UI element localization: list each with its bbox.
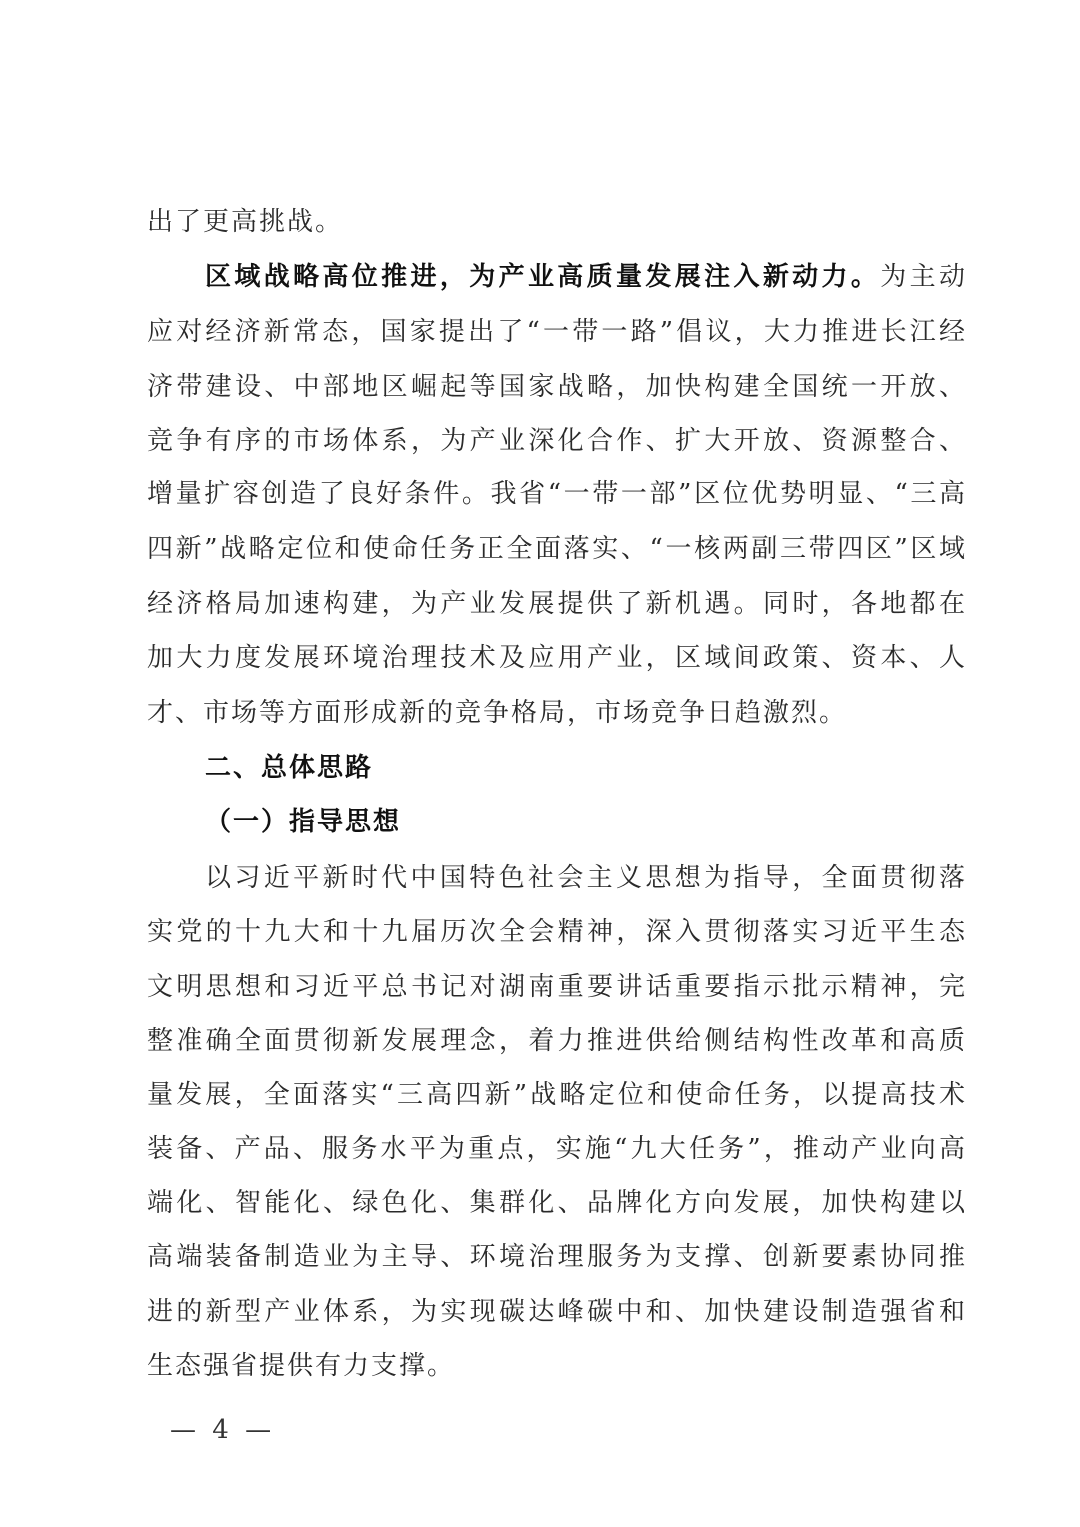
line-text: 出了更高挑战。 <box>147 207 344 237</box>
line-text: 以习近平新时代中国特色社会主义思想为指导，全面贯彻落 <box>205 863 965 893</box>
text-line <box>147 631 965 685</box>
line-text: 济带建设、中部地区崛起等国家战略，加快构建全国统一开放、 <box>147 372 965 402</box>
text-line <box>147 1014 965 1068</box>
line-text: 整准确全面贯彻新发展理念，着力推进供给侧结构性改革和高质 <box>147 1026 965 1056</box>
line-text: 才、市场等方面形成新的竞争格局，市场竞争日趋激烈。 <box>147 698 848 728</box>
text-line <box>205 250 965 304</box>
text-line <box>147 1285 965 1339</box>
text-line <box>147 1339 965 1393</box>
text-line <box>147 522 965 576</box>
text-line <box>147 686 965 740</box>
line-text: 经济格局加速构建，为产业发展提供了新机遇。同时，各地都在 <box>147 589 965 619</box>
bold-lead: （一）指导思想 <box>205 807 402 837</box>
subsection-heading <box>205 795 965 849</box>
bold-lead: 二、总体思路 <box>205 753 374 783</box>
line-text: 进的新型产业体系，为实现碳达峰碳中和、加快建设制造强省和 <box>147 1297 965 1327</box>
text-line <box>147 467 965 521</box>
section-heading <box>205 741 965 795</box>
text-line <box>147 1230 965 1284</box>
text-line <box>147 905 965 959</box>
line-text: 四新”战略定位和使命任务正全面落实、“一核两副三带四区”区域 <box>147 534 965 564</box>
line-text: 端化、智能化、绿色化、集群化、品牌化方向发展，加快构建以 <box>147 1188 965 1218</box>
line-text: 高端装备制造业为主导、环境治理服务为支撑、创新要素协同推 <box>147 1242 965 1272</box>
line-text: 量发展，全面落实“三高四新”战略定位和使命任务，以提高技术 <box>147 1080 965 1110</box>
line-text: 增量扩容创造了良好条件。我省“一带一部”区位优势明显、“三高 <box>147 479 965 509</box>
text-line <box>147 414 965 468</box>
line-text: 为主动 <box>880 262 965 292</box>
text-line <box>147 577 965 631</box>
text-line <box>147 1068 965 1122</box>
text-line <box>147 305 965 359</box>
line-text: 应对经济新常态，国家提出了“一带一路”倡议，大力推进长江经 <box>147 317 965 347</box>
text-line <box>205 851 965 905</box>
text-line <box>147 360 965 414</box>
line-text: 加大力度发展环境治理技术及应用产业，区域间政策、资本、人 <box>147 643 965 673</box>
text-line <box>147 1122 965 1176</box>
line-text: 装备、产品、服务水平为重点，实施“九大任务”，推动产业向高 <box>147 1134 965 1164</box>
line-text: 竞争有序的市场体系，为产业深化合作、扩大开放、资源整合、 <box>147 426 965 456</box>
line-text: 实党的十九大和十九届历次全会精神，深入贯彻落实习近平生态 <box>147 917 965 947</box>
page-number: — 4 — <box>170 1415 276 1445</box>
bold-lead: 区域战略高位推进，为产业高质量发展注入新动力。 <box>205 262 881 292</box>
text-line <box>147 960 965 1014</box>
line-text: 文明思想和习近平总书记对湖南重要讲话重要指示批示精神，完 <box>147 972 965 1002</box>
line-text: 生态强省提供有力支撑。 <box>147 1351 456 1381</box>
text-line <box>147 1176 965 1230</box>
text-line <box>147 195 965 249</box>
